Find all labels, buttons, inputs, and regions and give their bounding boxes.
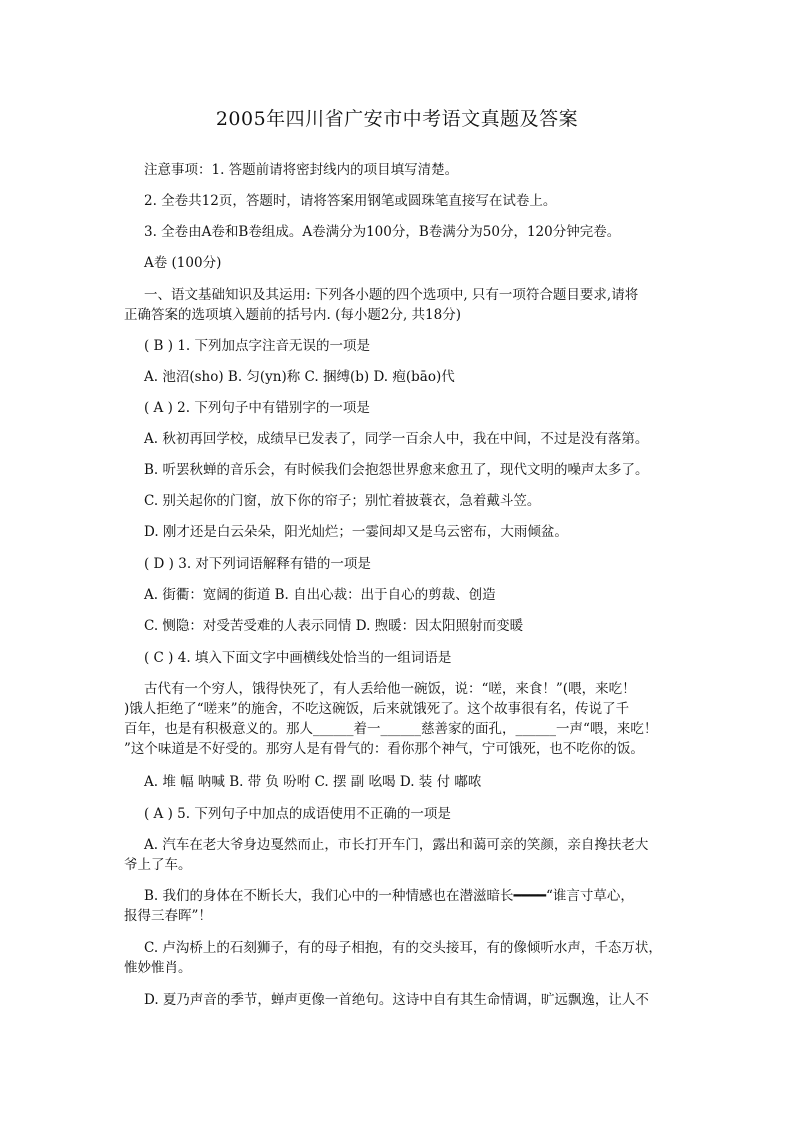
note-3: 3. 全卷由A卷和B卷组成。A卷满分为100分，B卷满分为50分，120分钟完卷。 — [144, 224, 621, 240]
q5-option-a-line-2: 爷上了车。 — [124, 857, 192, 873]
part1-line-1: 一、语文基础知识及其运用: 下列各小题的四个选项中, 只有一项符合题目要求,请将 — [144, 287, 639, 303]
q2-option-a: A. 秋初再回学校，成绩早已发表了，同学一百余人中，我在中间，不过是没有落第。 — [144, 431, 649, 447]
q5-option-b — [124, 886, 684, 926]
q3-stem: ( D ) 3. 对下列词语解释有错的一项是 — [144, 556, 371, 572]
q5-option-d-line-1: D. 夏乃声音的季节，蝉声更像一首绝句。这诗中自有其生命情调，旷远飘逸，让人不 — [144, 992, 649, 1008]
section-a-heading: A卷 (100分) — [144, 255, 222, 271]
q4-passage-line-2: )饿人拒绝了“嗟来”的施舍，不吃这碗饭，后来就饿死了。这个故事很有名，传说了千 — [124, 701, 630, 717]
q4-passage — [124, 679, 684, 759]
note-2: 2. 全卷共12页，答题时，请将答案用钢笔或圆珠笔直接写在试卷上。 — [144, 193, 557, 209]
q4-passage-line-3: 百年，也是有积极意义的。那人______着一______慈善家的面孔，______一声“喂，来吃！ — [124, 721, 658, 737]
q5-option-d — [124, 990, 684, 1010]
q4-options: A. 堆 幅 呐喊 B. 带 负 吩咐 C. 摆 副 吆喝 D. 装 付 嘟哝 — [144, 774, 482, 790]
part1-instructions — [124, 285, 684, 325]
q3-options-ab: A. 街衢：宽阔的街道 B. 自出心裁：出于自心的剪裁、创造 — [144, 587, 496, 603]
q5-option-b-line-1: B. 我们的身体在不断长大，我们心中的一种情感也在潜滋暗长━━━━“谁言寸草心， — [144, 888, 634, 904]
q5-option-c-line-2: 惟妙惟肖。 — [124, 960, 192, 976]
q5-option-a-line-1: A. 汽车在老大爷身边戛然而止，市长打开车门，露出和蔼可亲的笑颜，亲自搀扶老大 — [144, 837, 649, 853]
q3-options-cd: C. 恻隐：对受苦受难的人表示同情 D. 煦暖：因太阳照射而变暖 — [144, 618, 524, 634]
q1-options: A. 池沼(sho) B. 匀(yn)称 C. 捆缚(b) D. 疱(bāo)代 — [144, 369, 455, 385]
q5-option-a — [124, 835, 684, 875]
part1-line-2: 正确答案的选项填入题前的括号内. (每小题2分, 共18分) — [124, 307, 461, 323]
q1-stem: ( B ) 1. 下列加点字注音无误的一项是 — [144, 338, 370, 354]
q5-stem: ( A ) 5. 下列句子中加点的成语使用不正确的一项是 — [144, 806, 451, 822]
q4-stem: ( C ) 4. 填入下面文字中画横线处恰当的一组词语是 — [144, 650, 452, 666]
q2-stem: ( A ) 2. 下列句子中有错别字的一项是 — [144, 400, 370, 416]
q5-option-b-line-2: 报得三春晖”！ — [124, 908, 212, 924]
q2-option-d: D. 刚才还是白云朵朵，阳光灿烂；一霎间却又是乌云密布，大雨倾盆。 — [144, 524, 568, 540]
q5-option-c — [124, 938, 684, 978]
note-1: 注意事项：1. 答题前请将密封线内的项目填写清楚。 — [144, 162, 459, 178]
q5-option-c-line-1: C. 卢沟桥上的石刻狮子，有的母子相抱，有的交头接耳，有的像倾听水声，千态万状， — [144, 940, 662, 956]
q2-option-b: B. 听罢秋蝉的音乐会，有时候我们会抱怨世界愈来愈丑了，现代文明的噪声太多了。 — [144, 462, 649, 478]
q4-passage-line-4: ”这个味道是不好受的。那穷人是有骨气的：看你那个神气，宁可饿死，也不吃你的饭。 — [124, 741, 644, 757]
q4-passage-line-1: 古代有一个穷人，饿得快死了，有人丢给他一碗饭，说：“嗟，来食！”(喂，来吃！ — [144, 681, 636, 697]
q2-option-c: C. 别关起你的门窗，放下你的帘子；别忙着披蓑衣，急着戴斗笠。 — [144, 493, 541, 509]
page-title: 2005年四川省广安市中考语文真题及答案 — [215, 108, 579, 130]
